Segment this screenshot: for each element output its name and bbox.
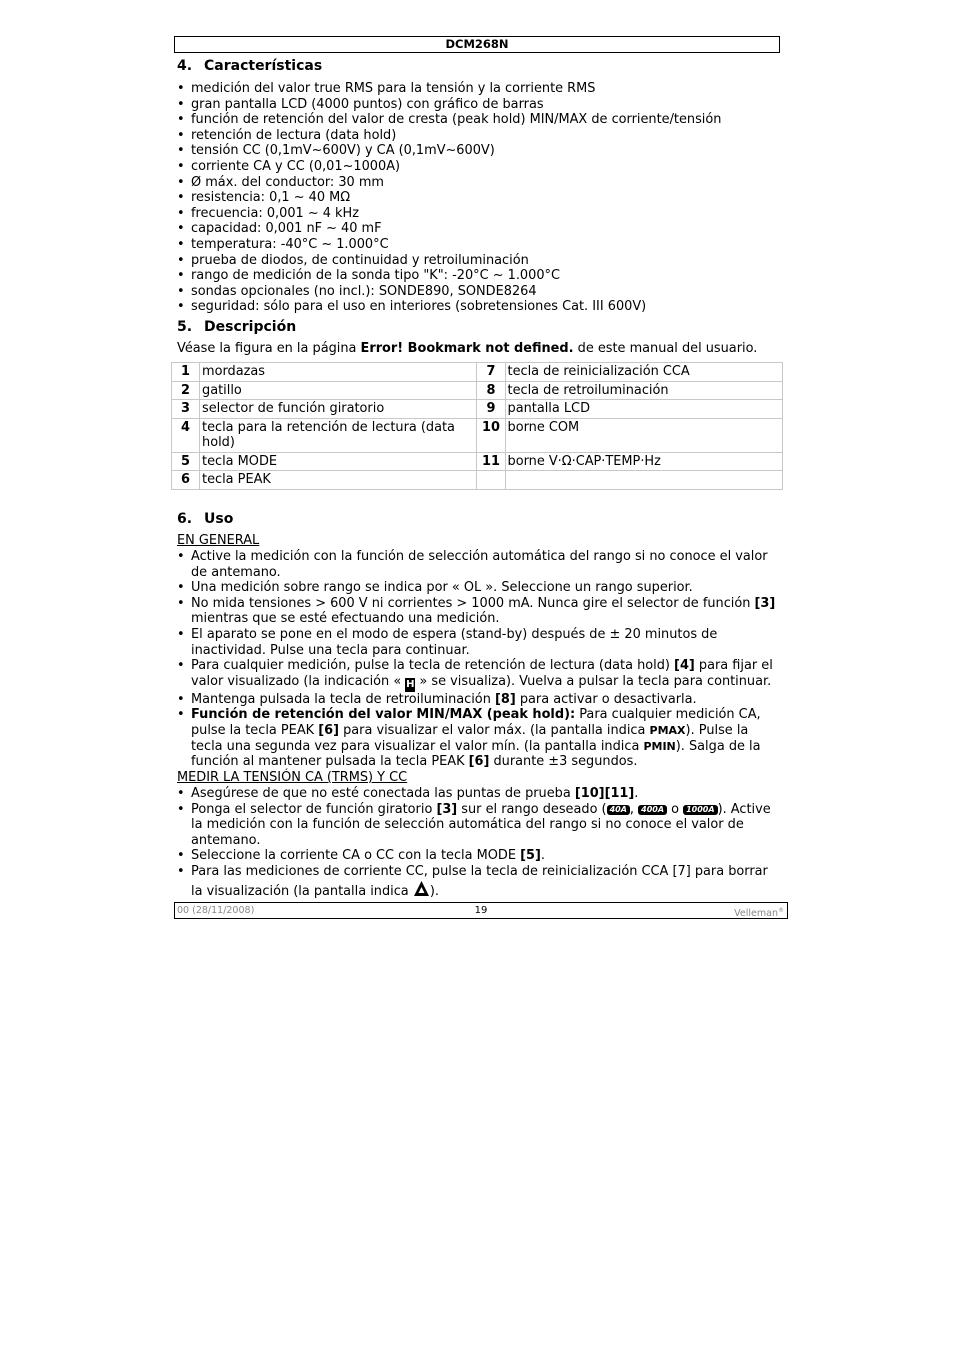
part-label: borne COM [505,418,782,452]
part-number: 9 [477,400,505,419]
feature-item: • rango de medición de la sonda tipo "K": -20°C ~ 1.000°C [177,268,782,284]
feature-item: • seguridad: sólo para el uso en interiores (sobretensiones Cat. III 600V) [177,299,782,315]
part-label: mordazas [200,363,477,382]
feature-item: • capacidad: 0,001 nF ~ 40 mF [177,221,782,237]
list-item: • El aparato se pone en el modo de espera (stand-by) después de ± 20 minutos de inactividad. Pulse una tecla para continuar. [177,627,782,658]
part-number: 1 [172,363,200,382]
page-number: 19 [474,905,488,916]
list-item: • Para las mediciones de corriente CC, pulse la tecla de reinicialización CCA [7] para borrar la visualización (la pantalla indica ). [177,864,782,899]
part-label [505,471,782,490]
range-40a-icon: 40A [607,805,630,815]
hold-icon: H [406,678,415,690]
features-list [177,81,782,315]
range-400a-icon: 400A [638,805,667,815]
general-subheading: EN GENERAL [177,533,260,548]
part-label: borne V·Ω·CAP·TEMP·Hz [505,452,782,471]
section-4-heading [177,58,322,74]
part-label: tecla de reinicialización CCA [505,363,782,382]
part-label: tecla MODE [200,452,477,471]
part-number: 2 [172,381,200,400]
feature-item: • gran pantalla LCD (4000 puntos) con gráfico de barras [177,97,782,113]
part-label: tecla de retroiluminación [505,381,782,400]
list-item: • Ponga el selector de función giratorio [3] sur el rango deseado ( 40A , 400A o 1000A ). Active la medición con la función de selección automática del rango si no conoce el valor de antemano. [177,802,782,849]
part-number: 5 [172,452,200,471]
page-header: DCM268N [174,36,780,53]
table-row [172,381,783,400]
part-label: tecla PEAK [200,471,477,490]
part-number: 6 [172,471,200,490]
section-5-heading [177,319,296,335]
part-number: 11 [477,452,505,471]
feature-item: • retención de lectura (data hold) [177,128,782,144]
bookmark-error: Error! Bookmark not defined. [360,341,574,356]
feature-item: • sondas opcionales (no incl.): SONDE890, SONDE8264 [177,284,782,300]
part-label: selector de función giratorio [200,400,477,419]
list-item: • Función de retención del valor MIN/MAX (peak hold): Para cualquier medición CA, pulse la tecla PEAK [6] para visualizar el valor máx. (la pantalla indica PMAX). Pulse la tecla una segunda vez para visualizar el valor mín. (la pantalla indica PMIN). Salga de la función al mantener pulsada la tecla PEAK [6] durante ±3 segundos. [177,707,782,769]
table-row [172,452,783,471]
list-item: • Mantenga pulsada la tecla de retroiluminación [8] para activar o desactivarla. [177,692,782,708]
part-label: gatillo [200,381,477,400]
feature-item: • corriente CA y CC (0,01~1000A) [177,159,782,175]
measure-list [177,786,782,899]
feature-item: • Ø máx. del conductor: 30 mm [177,175,782,191]
section-title: Descripción [204,319,297,335]
feature-item: • tensión CC (0,1mV~600V) y CA (0,1mV~600V) [177,143,782,159]
part-number: 3 [172,400,200,419]
feature-item: • medición del valor true RMS para la tensión y la corriente RMS [177,81,782,97]
part-number: 7 [477,363,505,382]
part-number: 10 [477,418,505,452]
feature-item: • resistencia: 0,1 ~ 40 MΩ [177,190,782,206]
section-title: Uso [204,511,234,527]
parts-table [171,362,783,490]
general-list [177,549,782,770]
list-item: • Para cualquier medición, pulse la tecla de retención de lectura (data hold) [4] para fijar el valor visualizado (la indicación « H » se visualiza). Vuelva a pulsar la tecla para continuar. [177,658,782,692]
list-item: • Active la medición con la función de selección automática del rango si no conoce el valor de antemano. [177,549,782,580]
part-label: pantalla LCD [505,400,782,419]
section-number: 4. [177,58,193,74]
section-title: Características [204,58,323,74]
section-number: 5. [177,319,193,335]
part-number: 8 [477,381,505,400]
feature-item: • temperatura: -40°C ~ 1.000°C [177,237,782,253]
table-row [172,363,783,382]
feature-item: • prueba de diodos, de continuidad y retroiluminación [177,253,782,269]
pmin-indicator: PMIN [643,739,676,753]
feature-item: • función de retención del valor de cresta (peak hold) MIN/MAX de corriente/tensión [177,112,782,128]
footer-brand: Velleman® [734,907,784,920]
table-row [172,400,783,419]
description-intro: Véase la figura en la página Error! Bookmark not defined. de este manual del usuario. [177,341,758,356]
table-row [172,471,783,490]
section-6-heading [177,511,233,527]
pmax-indicator: PMAX [649,723,686,737]
measure-subheading: MEDIR LA TENSIÓN CA (TRMS) Y CC [177,770,408,785]
list-item: • No mida tensiones > 600 V ni corrientes > 1000 mA. Nunca gire el selector de función [3] mientras que se esté efectuando una medición. [177,596,782,627]
list-item: • Seleccione la corriente CA o CC con la tecla MODE [5]. [177,848,782,864]
feature-item: • frecuencia: 0,001 ~ 4 kHz [177,206,782,222]
table-row [172,418,783,452]
part-number [477,471,505,490]
page-footer [174,902,788,919]
range-1000a-icon: 1000A [683,805,717,815]
delta-icon [413,880,430,897]
list-item: • Una medición sobre rango se indica por « OL ». Seleccione un rango superior. [177,580,782,596]
list-item: • Asegúrese de que no esté conectada las puntas de prueba [10][11]. [177,786,782,802]
part-label: tecla para la retención de lectura (data hold) [200,418,477,452]
section-number: 6. [177,511,193,527]
part-number: 4 [172,418,200,452]
footer-version: 00 (28/11/2008) [177,905,255,916]
